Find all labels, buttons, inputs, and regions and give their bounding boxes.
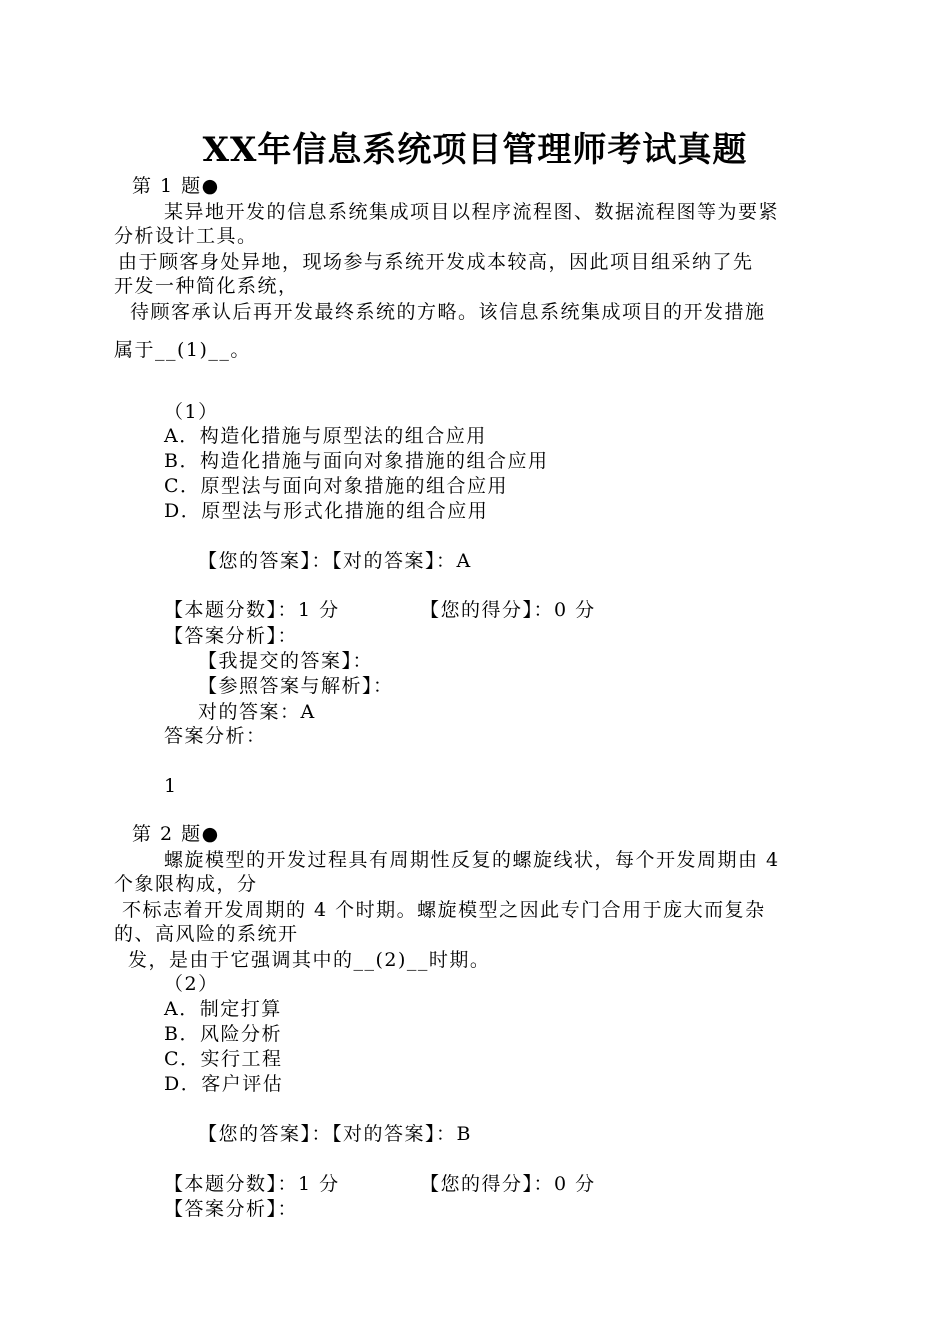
question-2-option-d: D．客户评估 — [164, 1073, 284, 1095]
question-2-score: 【本题分数】：1 分 — [164, 1173, 340, 1195]
question-1-option-c: C．原型法与面向对象措施的组合应用 — [164, 475, 509, 497]
question-1-correct-answer: 对的答案：A — [198, 701, 316, 723]
question-2-blank-label: （2） — [164, 973, 219, 995]
question-1-stem-line: 由于顾客身处异地，现场参与系统开发成本较高，因此项目组采纳了先 — [118, 251, 754, 273]
question-1-submitted-label: 【我提交的答案】： — [198, 650, 374, 672]
question-2-header: 第 2 题● — [132, 823, 220, 845]
question-1-stem-line: 开发一种简化系统， — [114, 275, 299, 297]
question-2-option-a: A．制定打算 — [164, 998, 282, 1020]
question-2-stem-line: 的、高风险的系统开 — [114, 923, 299, 945]
question-1-stem-line: 某异地开发的信息系统集成项目以程序流程图、数据流程图等为要紧 — [164, 201, 780, 223]
page-title: XX年信息系统项目管理师考试真题 — [202, 130, 748, 170]
page-number: 1 — [164, 775, 177, 797]
question-2-got-score: 【您的得分】：0 分 — [420, 1173, 596, 1195]
question-2-stem-line: 不标志着开发周期的 4 个时期。螺旋模型之因此专门合用于庞大而复杂 — [122, 899, 766, 921]
question-1-answer-line: 【您的答案】：【对的答案】：A — [198, 550, 472, 572]
question-2-option-c: C．实行工程 — [164, 1048, 283, 1070]
question-2-option-b: B．风险分析 — [164, 1023, 282, 1045]
question-1-option-d: D．原型法与形式化措施的组合应用 — [164, 500, 489, 522]
question-2-stem-line: 个象限构成，分 — [114, 873, 258, 895]
question-2-analysis-label: 【答案分析】： — [164, 1198, 299, 1220]
question-1-option-b: B．构造化措施与面向对象措施的组合应用 — [164, 450, 549, 472]
question-1-analysis-label: 【答案分析】： — [164, 625, 299, 647]
question-1-score: 【本题分数】：1 分 — [164, 599, 340, 621]
question-2-stem-line: 发，是由于它强调其中的__(2)__时期。 — [128, 949, 491, 971]
question-1-stem-line: 属于__(1)__。 — [114, 339, 251, 361]
question-2-answer-line: 【您的答案】：【对的答案】：B — [198, 1123, 472, 1145]
question-1-blank-label: （1） — [164, 401, 219, 423]
question-1-analysis-text: 答案分析： — [164, 725, 267, 747]
question-1-stem-line: 待顾客承认后再开发最终系统的方略。该信息系统集成项目的开发措施 — [130, 301, 766, 323]
question-1-header: 第 1 题● — [132, 175, 220, 197]
question-1-got-score: 【您的得分】：0 分 — [420, 599, 596, 621]
question-1-option-a: A．构造化措施与原型法的组合应用 — [164, 425, 487, 447]
question-1-reference-label: 【参照答案与解析】： — [198, 675, 394, 697]
question-1-stem-line: 分析设计工具。 — [114, 225, 258, 247]
question-2-stem-line: 螺旋模型的开发过程具有周期性反复的螺旋线状，每个开发周期由 4 — [164, 849, 780, 871]
